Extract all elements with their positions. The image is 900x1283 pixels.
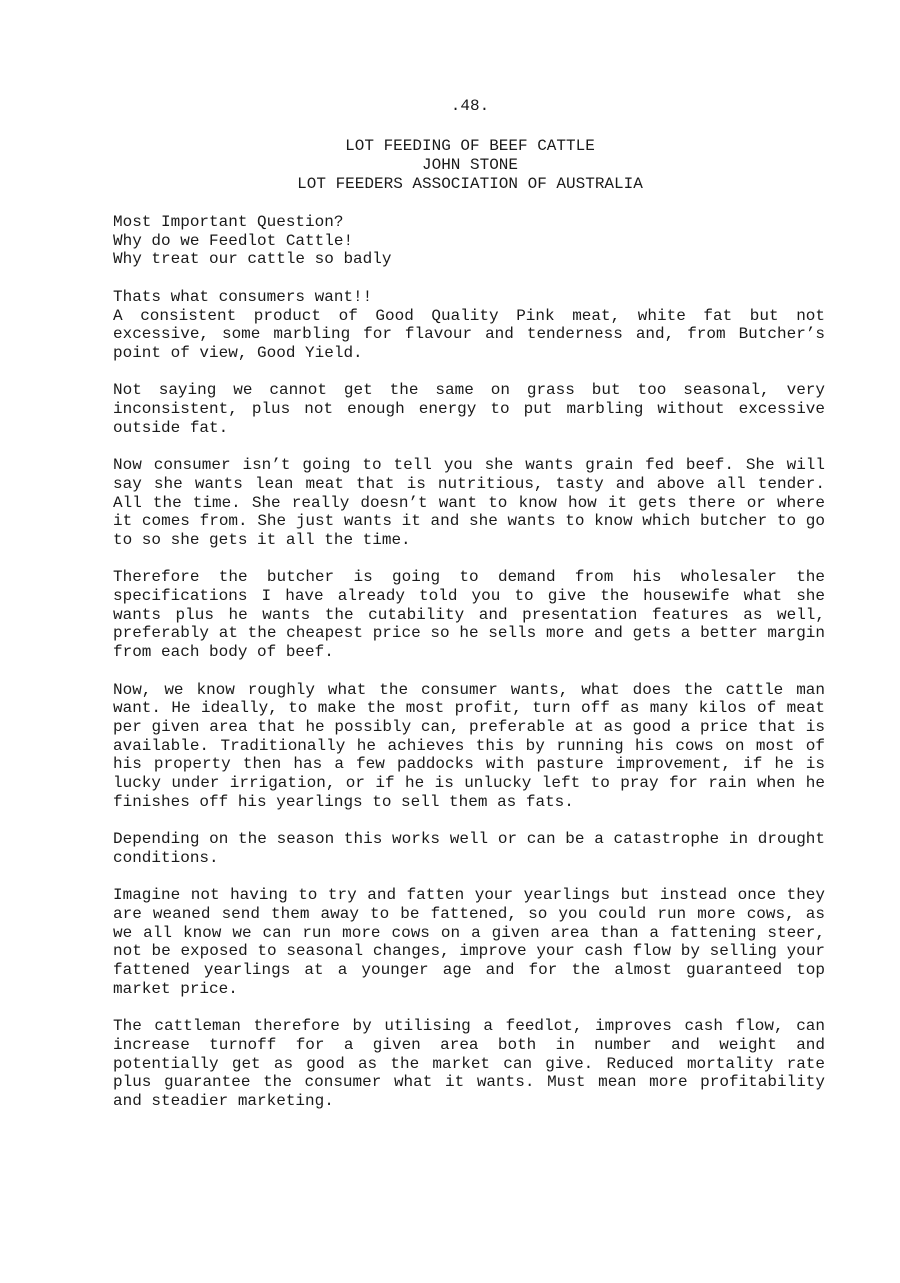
paragraph-imagine: Imagine not having to try and fatten your yearlings but instead once they are weaned send them away to be fattened, so you could run more cows, as we all know we can run more cows on a given area than a fattening steer, not be exposed to seasonal changes, improve your cash flow by selling your fattened yearlings at a younger age and for the almost guaranteed top market price. (113, 886, 825, 998)
paragraph-cattleman-feedlot: The cattleman therefore by utilising a feedlot, improves cash flow, can increase turnoff for a given area both in number and weight and potentially get as good as the market can give. Reduced mortality rate plus guarantee the consumer what it wants. Must mean more profitability and steadier marketing. (113, 1017, 825, 1110)
document-heading (0, 137, 900, 194)
paragraph-season: Depending on the season this works well or can be a catastrophe in drought conditions. (113, 830, 825, 867)
paragraph-questions: Most Important Question? Why do we Feedlot Cattle! Why treat our cattle so badly (113, 213, 392, 269)
page-number: .48. (450, 97, 490, 115)
document-title: LOT FEEDING OF BEEF CATTLE (345, 137, 595, 155)
paragraph-consumers-want: Thats what consumers want!! A consistent product of Good Quality Pink meat, white fat but not excessive, some marbling for flavour and tenderness and, from Butcher’s point of view, Good Yield. (113, 287, 825, 362)
author-name: JOHN STONE (421, 156, 518, 174)
author-organization: LOT FEEDERS ASSOCIATION OF AUSTRALIA (297, 175, 643, 193)
paragraph-grass: Not saying we cannot get the same on grass but too seasonal, very inconsistent, plus not enough energy to put marbling without excessive outside fat. (113, 381, 825, 437)
paragraph-butcher: Therefore the butcher is going to demand from his wholesaler the specifications I have already told you to give the housewife what she wants plus he wants the cutability and presentation features as well, preferably at the cheapest price so he sells more and gets a better margin from each body of beef. (113, 568, 825, 662)
paragraph-consumer: Now consumer isn’t going to tell you she wants grain fed beef. She will say she wants lean meat that is nutritious, tasty and above all tender. All the time. She really doesn’t want to know how it gets there or where it comes from. She just wants it and she wants to know which butcher to go to so she gets it all the time. (113, 456, 825, 549)
paragraph-cattle-man: Now, we know roughly what the consumer wants, what does the cattle man want. He ideally, to make the most profit, turn off as many kilos of meat per given area that he possibly can, preferable at as good a price that is available. Traditionally he achieves this by running his cows on most of his property then has a few paddocks with pasture improvement, if he is lucky under irrigation, or if he is unlucky left to pray for rain when he finishes off his yearlings to sell them as fats. (113, 680, 825, 811)
document-body (113, 213, 825, 1129)
